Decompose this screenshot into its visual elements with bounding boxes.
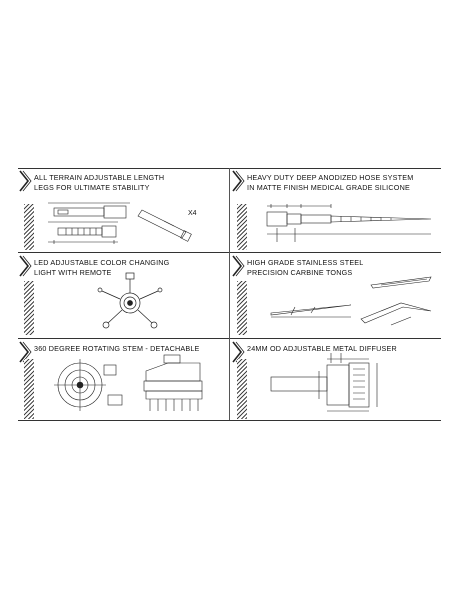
panel-hose-system (231, 170, 441, 254)
panel-metal-diffuser (231, 341, 441, 425)
spec-sheet (18, 168, 441, 420)
panel-adjustable-legs (18, 170, 228, 254)
quantity-label: X4 (188, 210, 197, 217)
panel-title: HIGH GRADE STAINLESS STEEL PRECISION CARBINE TONGS (247, 258, 364, 277)
hose-drawing (231, 170, 441, 254)
panel-led-light (18, 255, 228, 339)
panel-title: HEAVY DUTY DEEP ANODIZED HOSE SYSTEM IN MATTE FINISH MEDICAL GRADE SILICONE (247, 173, 414, 192)
led-drawing (18, 255, 228, 339)
tongs-drawing (231, 255, 441, 339)
panel-rotating-stem (18, 341, 228, 425)
panel-title: 360 DEGREE ROTATING STEM - DETACHABLE (34, 344, 200, 353)
divider-center (229, 168, 230, 420)
panel-title: LED ADJUSTABLE COLOR CHANGING LIGHT WITH REMOTE (34, 258, 170, 277)
panel-title: ALL TERRAIN ADJUSTABLE LENGTH LEGS FOR ULTIMATE STABILITY (34, 173, 165, 192)
diffuser-drawing (231, 341, 441, 421)
panel-carbine-tongs (231, 255, 441, 339)
panel-title: 24MM OD ADJUSTABLE METAL DIFFUSER (247, 344, 397, 353)
stem-drawing (18, 341, 228, 421)
